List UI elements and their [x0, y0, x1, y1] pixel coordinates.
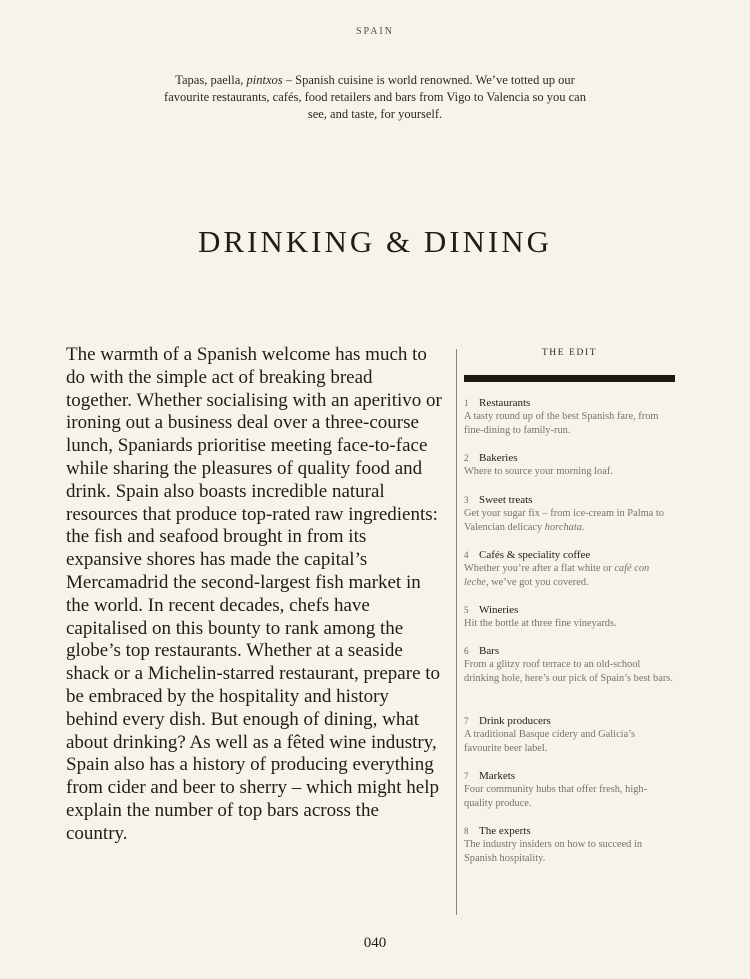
item-number: 7 [464, 716, 469, 726]
item-description: A tasty round up of the best Spanish fare, from fine-dining to family-run. [464, 411, 659, 436]
item-number: 3 [464, 495, 469, 505]
edit-item-restaurants[interactable] [464, 396, 675, 437]
item-description: Where to source your morning loaf. [464, 466, 613, 477]
item-title: Wineries [479, 604, 519, 616]
desc-italic: café con leche [464, 563, 650, 588]
intro-paragraph [160, 72, 590, 123]
item-title: Markets [479, 770, 516, 782]
edit-item-the-experts[interactable] [464, 824, 675, 865]
item-description: Hit the bottle at three fine vineyards. [464, 618, 617, 629]
intro-italic-pintxos: pintxos [246, 73, 283, 87]
desc-text: Get your sugar fix – from ice-cream in Palma to Valencian delicacy [464, 508, 664, 533]
item-number: 8 [464, 826, 469, 836]
column-divider [456, 349, 457, 915]
item-title: Drink producers [479, 715, 551, 727]
edit-item-drink-producers[interactable] [464, 714, 675, 755]
item-number: 5 [464, 605, 469, 615]
desc-end: . [581, 521, 585, 533]
edit-item-cafes[interactable] [464, 548, 675, 589]
edit-item-bars[interactable] [464, 644, 675, 685]
item-title: Cafés & speciality coffee [479, 549, 591, 561]
the-edit-rule [464, 375, 675, 382]
the-edit-heading: THE EDIT [541, 348, 598, 358]
item-number: 4 [464, 550, 469, 560]
intro-text-end: – Spanish cuisine is world renowned. We’ve totted up our favourite restaurants, cafés, food retailers and bars from Vigo to Valencia so you can see, and taste, for yourself. [164, 73, 586, 121]
item-number: 6 [464, 646, 469, 656]
item-description: A traditional Basque cidery and Galicia’s favourite beer label. [464, 729, 636, 754]
section-header: SPAIN [356, 26, 394, 37]
edit-item-wineries[interactable] [464, 603, 675, 631]
item-title: Sweet treats [479, 494, 533, 506]
body-column [66, 344, 442, 846]
item-number: 1 [464, 398, 469, 408]
desc-italic: horchata [544, 521, 582, 533]
item-description [464, 507, 675, 534]
item-description: The industry insiders on how to succeed in Spanish hospitality. [464, 839, 643, 864]
item-title: Restaurants [479, 397, 531, 409]
item-title: Bakeries [479, 452, 518, 464]
item-number: 2 [464, 453, 469, 463]
desc-text: Whether you’re after a flat white or [464, 563, 615, 574]
page-title: DRINKING & DINING [197, 224, 553, 259]
edit-item-markets[interactable] [464, 769, 675, 810]
edit-item-bakeries[interactable] [464, 451, 675, 479]
item-description: From a glitzy roof terrace to an old-school drinking hole, here’s our pick of Spain’s best bars. [464, 659, 673, 684]
item-number: 7 [464, 771, 469, 781]
the-edit-sidebar [464, 348, 675, 864]
item-description: Four community hubs that offer fresh, high-quality produce. [464, 784, 648, 809]
item-title: The experts [479, 825, 531, 837]
edit-item-sweet-treats[interactable] [464, 493, 675, 534]
page-number: 040 [363, 935, 387, 951]
item-title: Bars [479, 645, 500, 657]
intro-text-start: Tapas, paella, [175, 73, 247, 87]
desc-end: , we’ve got you covered. [485, 576, 589, 588]
body-paragraph: The warmth of a Spanish welcome has much to do with the simple act of breaking bread together. Whether socialising with an aperitivo or ironing out a business deal over a three-course lunch, Spaniards prioritise meeting face-to-face while sharing the pleasures of quality food and drink. Spain also boasts incredible natural resources that produce top-rated raw ingredients: the fish and seafood brought in from its expansive shores has made the capital’s Mercamadrid the second-largest fish market in the world. In recent decades, chefs have capitalised on this bounty to rank among the globe’s top restaurants. Whether at a seaside shack or a Michelin-starred restaurant, prepare to be embraced by the hospitality and history behind every dish. But enough of dining, what about drinking? As well as a fêted wine industry, Spain also has a history of producing everything from cider and beer to sherry – which might help explain the number of top bars across the country. [66, 344, 442, 844]
item-description [464, 562, 675, 589]
